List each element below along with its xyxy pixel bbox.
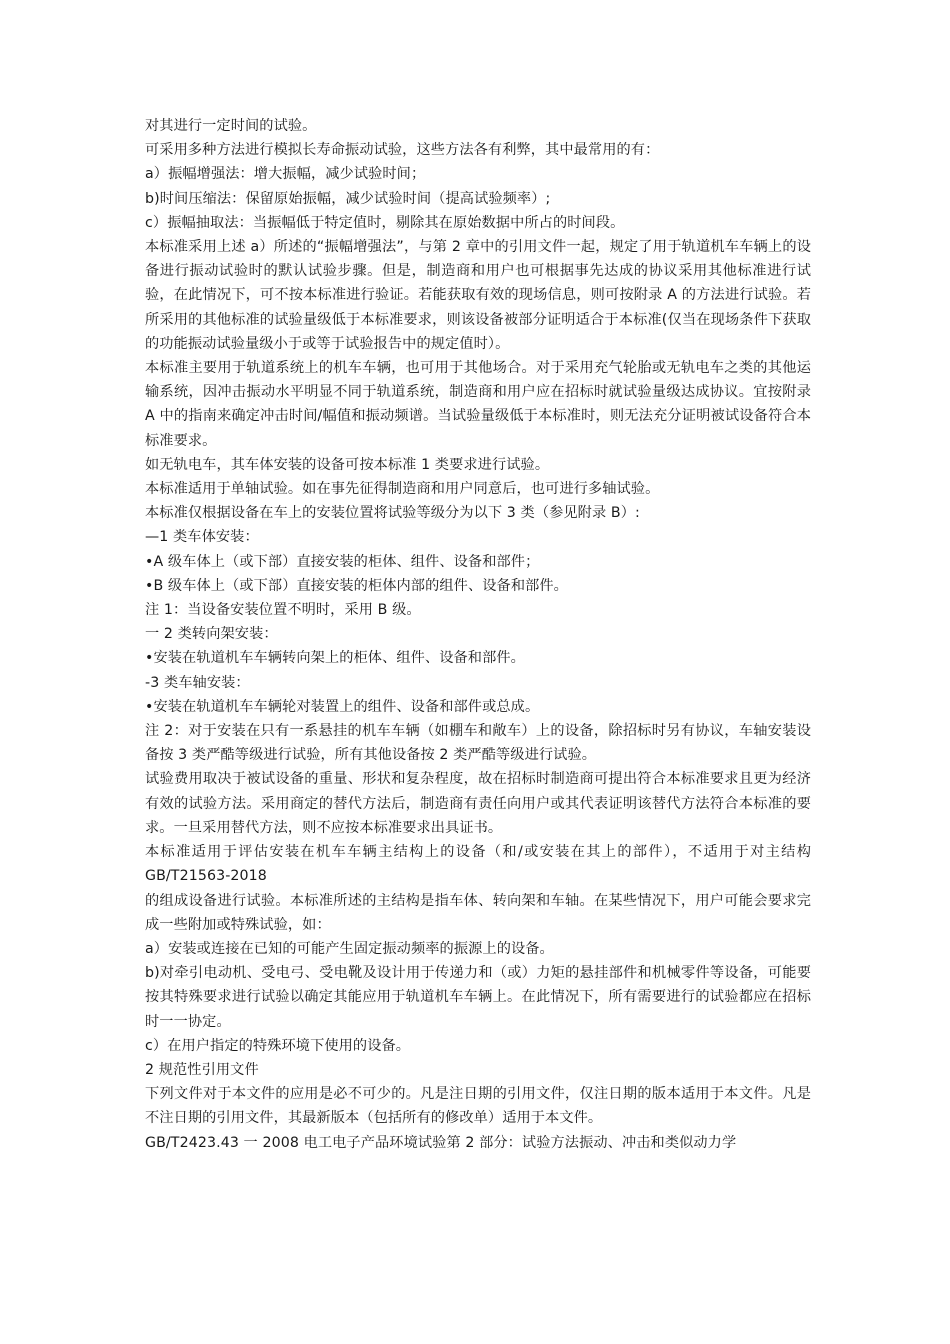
paragraph: 本标准仅根据设备在车上的安装位置将试验等级分为以下 3 类（参见附录 B）: [145, 505, 640, 522]
paragraph: 本标准适用于评估安装在机车车辆主结构上的设备（和/或安装在其上的部件），不适用于对主结构 GB/T21563-2018 [145, 844, 811, 885]
list-item: c）在用户指定的特殊环境下使用的设备。 [145, 1037, 411, 1054]
note: 注 1：当设备安装位置不明时，采用 B 级。 [145, 602, 421, 619]
list-item: •安装在轨道机车车辆转向架上的柜体、组件、设备和部件。 [145, 650, 525, 667]
paragraph: 本标准主要用于轨道系统上的机车车辆，也可用于其他场合。对于采用充气轮胎或无轨电车之类的其他运输系统，因冲击振动水平明显不同于轨道系统，制造商和用户应在招标时就试验量级达成协议。宜按附录 A 中的指南来确定冲击时间/幅值和振动频谱。当试验量级低于本标准时，则无法充分证明被试设备符合本标准要求。 [145, 360, 811, 449]
list-item: a）振幅增强法：增大振幅，减少试验时间； [145, 166, 426, 183]
paragraph: 下列文件对于本文件的应用是必不可少的。凡是注日期的引用文件，仅注日期的版本适用于本文件。凡是不注日期的引用文件，其最新版本（包括所有的修改单）适用于本文件。 [145, 1086, 811, 1127]
paragraph: 的组成设备进行试验。本标准所述的主结构是指车体、转向架和车轴。在某些情况下，用户可能会要求完成一些附加或特殊试验，如： [145, 892, 811, 933]
list-item: a）安装或连接在已知的可能产生固定振动频率的振源上的设备。 [145, 940, 554, 957]
note: 注 2：对于安装在只有一系悬挂的机车车辆（如棚车和敞车）上的设备，除招标时另有协议，车轴安装设备按 3 类严酷等级进行试验，所有其他设备按 2 类严酷等级进行试验。 [145, 723, 811, 764]
list-item: —1 类车体安装： [145, 529, 259, 546]
list-item: b)时间压缩法：保留原始振幅，减少试验时间（提高试验频率）; [145, 190, 551, 207]
list-item: •B 级车体上（或下部）直接安装的柜体内部的组件、设备和部件。 [145, 577, 568, 594]
document-body [145, 114, 811, 1155]
paragraph: 试验费用取决于被试设备的重量、形状和复杂程度，故在招标时制造商可提出符合本标准要求且更为经济有效的试验方法。采用商定的替代方法后，制造商有责任向用户或其代表证明该替代方法符合本标准的要求。一旦采用替代方法，则不应按本标准要求出具证书。 [145, 771, 811, 836]
list-item: b)对牵引电动机、受电弓、受电靴及设计用于传递力和（或）力矩的悬挂部件和机械零件等设备，可能要按其特殊要求进行试验以确定其能应用于轨道机车车辆上。在此情况下，所有需要进行的试验都应在招标时一一协定。 [145, 965, 811, 1030]
list-item: •安装在轨道机车车辆轮对装置上的组件、设备和部件或总成。 [145, 698, 540, 715]
list-item: -3 类车轴安装： [145, 674, 250, 691]
paragraph: 对其进行一定时间的试验。 [145, 118, 317, 134]
paragraph: 如无轨电车，其车体安装的设备可按本标准 1 类要求进行试验。 [145, 456, 550, 473]
paragraph: 本标准适用于单轴试验。如在事先征得制造商和用户同意后，也可进行多轴试验。 [145, 481, 660, 498]
paragraph: 本标准采用上述 a）所述的“振幅增强法”，与第 2 章中的引用文件一起，规定了用于轨道机车车辆上的设备进行振动试验时的默认试验步骤。但是，制造商和用户也可根据事先达成的协议采用其他标准进行试验，在此情况下，可不按本标准进行验证。若能获取有效的现场信息，则可按附录 A 的方法进行试验。若所采用的其他标准的试验量级低于本标准要求，则该设备被部分证明适合于本标准(仅当在现场条件下获取的功能振动试验量级小于或等于试验报告中的规定值时）。 [145, 239, 811, 352]
list-item: •A 级车体上（或下部）直接安装的柜体、组件、设备和部件； [145, 553, 540, 570]
list-item: c）振幅抽取法：当振幅低于特定值时，剔除其在原始数据中所占的时间段。 [145, 214, 625, 231]
list-item: 一 2 类转向架安装： [145, 626, 278, 643]
paragraph: 可采用多种方法进行模拟长寿命振动试验，这些方法各有利弊，其中最常用的有： [145, 142, 660, 159]
reference-item: GB/T2423.43 一 2008 电工电子产品环境试验第 2 部分：试验方法振动、冲击和类似动力学 [145, 1134, 737, 1151]
section-heading: 2 规范性引用文件 [145, 1061, 259, 1078]
